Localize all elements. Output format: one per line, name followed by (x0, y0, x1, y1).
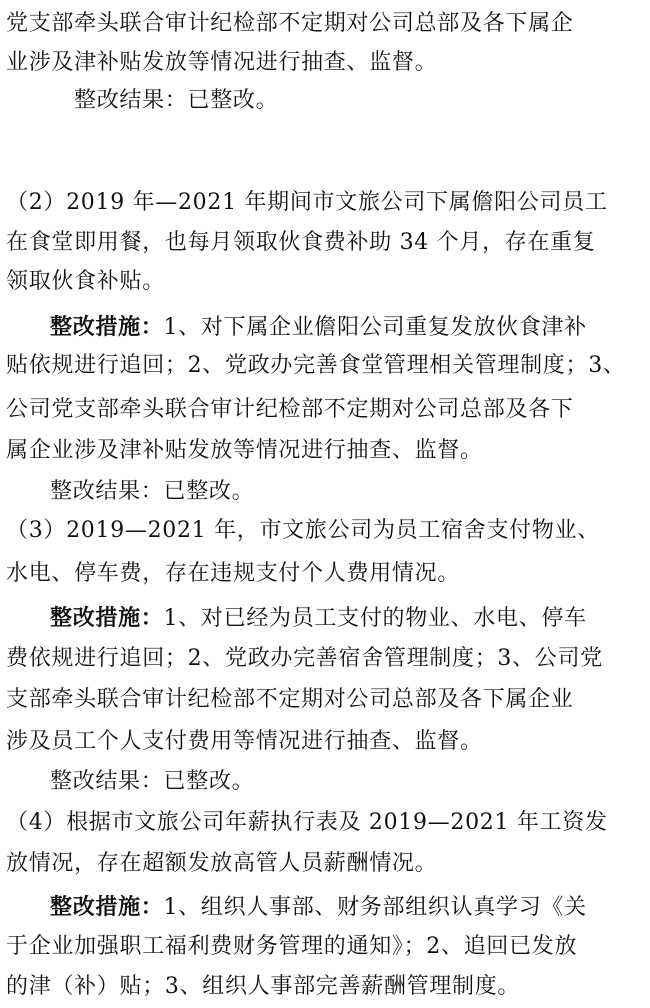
rectification-result: 整改结果：已整改。 (50, 769, 255, 794)
measures-text: 1、对下属企业儋阳公司重复发放伙食津补 (163, 315, 587, 340)
text-line: 费依规进行追回；2、党政办完善宿舍管理制度；3、公司党 (6, 646, 603, 671)
rectification-result: 整改结果：已整改。 (50, 479, 255, 504)
issue-heading-2: （2）2019 年—2021 年期间市文旅公司下属儋阳公司员工 (6, 190, 608, 215)
measures-text: 1、组织人事部、财务部组织认真学习《关 (163, 895, 587, 920)
issue-heading-4: （4）根据市文旅公司年薪执行表及 2019—2021 年工资发 (6, 810, 608, 835)
text-line: 业涉及津补贴发放等情况进行抽查、监督。 (6, 50, 438, 75)
rectification-measures (50, 309, 644, 345)
text-line: 贴依规进行追回；2、党政办完善食堂管理相关管理制度；3、 (6, 353, 626, 378)
text-line: 于企业加强职工福利费财务管理的通知》；2、追回已发放 (6, 934, 578, 959)
measures-text: 1、对已经为员工支付的物业、水电、停车 (163, 606, 587, 631)
text-line: 的津（补）贴；3、组织人事部完善薪酬管理制度。 (6, 974, 521, 999)
issue-heading-3: （3）2019—2021 年，市文旅公司为员工宿舍支付物业、 (6, 518, 600, 543)
rectification-measures (50, 889, 644, 925)
rectification-result: 整改结果：已整改。 (74, 88, 279, 113)
text-line: 属企业涉及津补贴发放等情况进行抽查、监督。 (6, 438, 483, 463)
text-line: 水电、停车费，存在违规支付个人费用情况。 (6, 561, 461, 586)
text-line: 涉及员工个人支付费用等情况进行抽查、监督。 (6, 729, 483, 754)
measures-label: 整改措施： (50, 605, 164, 631)
text-line: 在食堂即用餐，也每月领取伙食费补助 34 个月，存在重复 (6, 230, 596, 255)
text-line: 放情况，存在超额发放高管人员薪酬情况。 (6, 851, 438, 876)
rectification-measures (50, 600, 644, 636)
text-line: 党支部牵头联合审计纪检部不定期对公司总部及各下属企 (6, 11, 574, 36)
measures-label: 整改措施： (50, 314, 164, 340)
text-line: 公司党支部牵头联合审计纪检部不定期对公司总部及各下 (6, 397, 574, 422)
measures-label: 整改措施： (50, 894, 164, 920)
text-line: 领取伙食补贴。 (6, 269, 165, 294)
text-line: 支部牵头联合审计纪检部不定期对公司总部及各下属企业 (6, 687, 574, 712)
